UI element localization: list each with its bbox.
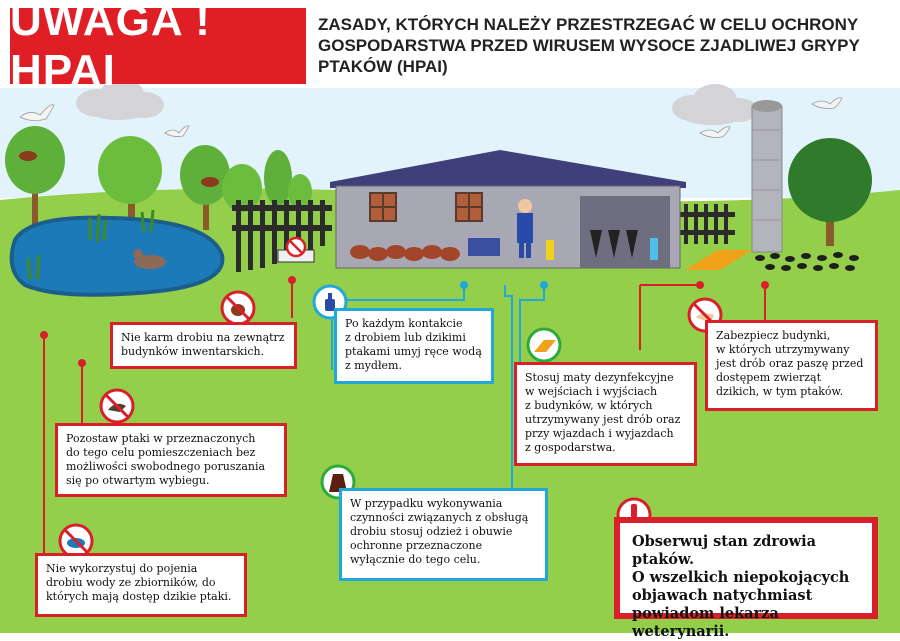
alert-banner [10,0,306,95]
rule-secure-buildings [705,320,878,411]
no-bird-icon [101,390,133,422]
silo [752,100,782,252]
rule-keep-birds-indoors [55,423,287,497]
rule-no-wild-water [35,553,247,617]
rule-text: Nie karm drobiu na zewnątrz budynków inwentarskich. [121,331,285,358]
rule-text: W przypadku wykonywania czynności związanych z obsługą drobiu stosuj odzież i obuwie ochronne przeznaczone wyłącznie do tego celu. [350,497,529,566]
rule-protective-clothing [339,488,548,581]
rule-text: Nie wykorzystuj do pojenia drobiu wody ze zbiorników, do których mają dostęp dzikie ptaki. [46,562,232,603]
banner-title: UWAGA ! HPAI [10,0,211,95]
rule-text: Zabezpiecz budynki, w których utrzymywany jest drób oraz paszę przed dostępem zwierząt dzikich, w tym ptaków. [716,329,864,398]
rule-no-feeding-outside [110,322,297,369]
rule-text: Stosuj maty dezynfekcyjne w wejściach i wyjściach z budynków, w których utrzymywany jest drób oraz przy wjazdach i wyjazdach z gospodarstwa. [525,371,681,454]
rule-text: Pozostaw ptaki w przeznaczonych do tego celu pomieszczeniach bez możliwości swobodnego poruszania się po otwartym wybiegu. [66,432,266,487]
rule-text: Obserwuj stan zdrowia ptaków. O wszelkich niepokojących objawach natychmiast powiadom lekarza weterynarii. [632,533,850,640]
rule-text: Po każdym kontakcie z drobiem lub dzikimi ptakami umyj ręce wodą z mydłem. [345,317,482,372]
rule-disinfection-mats [514,362,697,466]
disinfection-mat-icon [528,329,560,361]
page-title: ZASADY, KTÓRYCH NALEŻY PRZESTRZEGAĆ W CELU OCHRONY GOSPODARSTWA PRZED WIRUSEM WYSOCE ZJADLIWEJ GRYPY PTAKÓW (HPAI) [318,15,860,76]
rule-wash-hands [334,308,494,384]
no-rooster-icon [222,292,254,324]
rule-observe-health [614,517,878,640]
